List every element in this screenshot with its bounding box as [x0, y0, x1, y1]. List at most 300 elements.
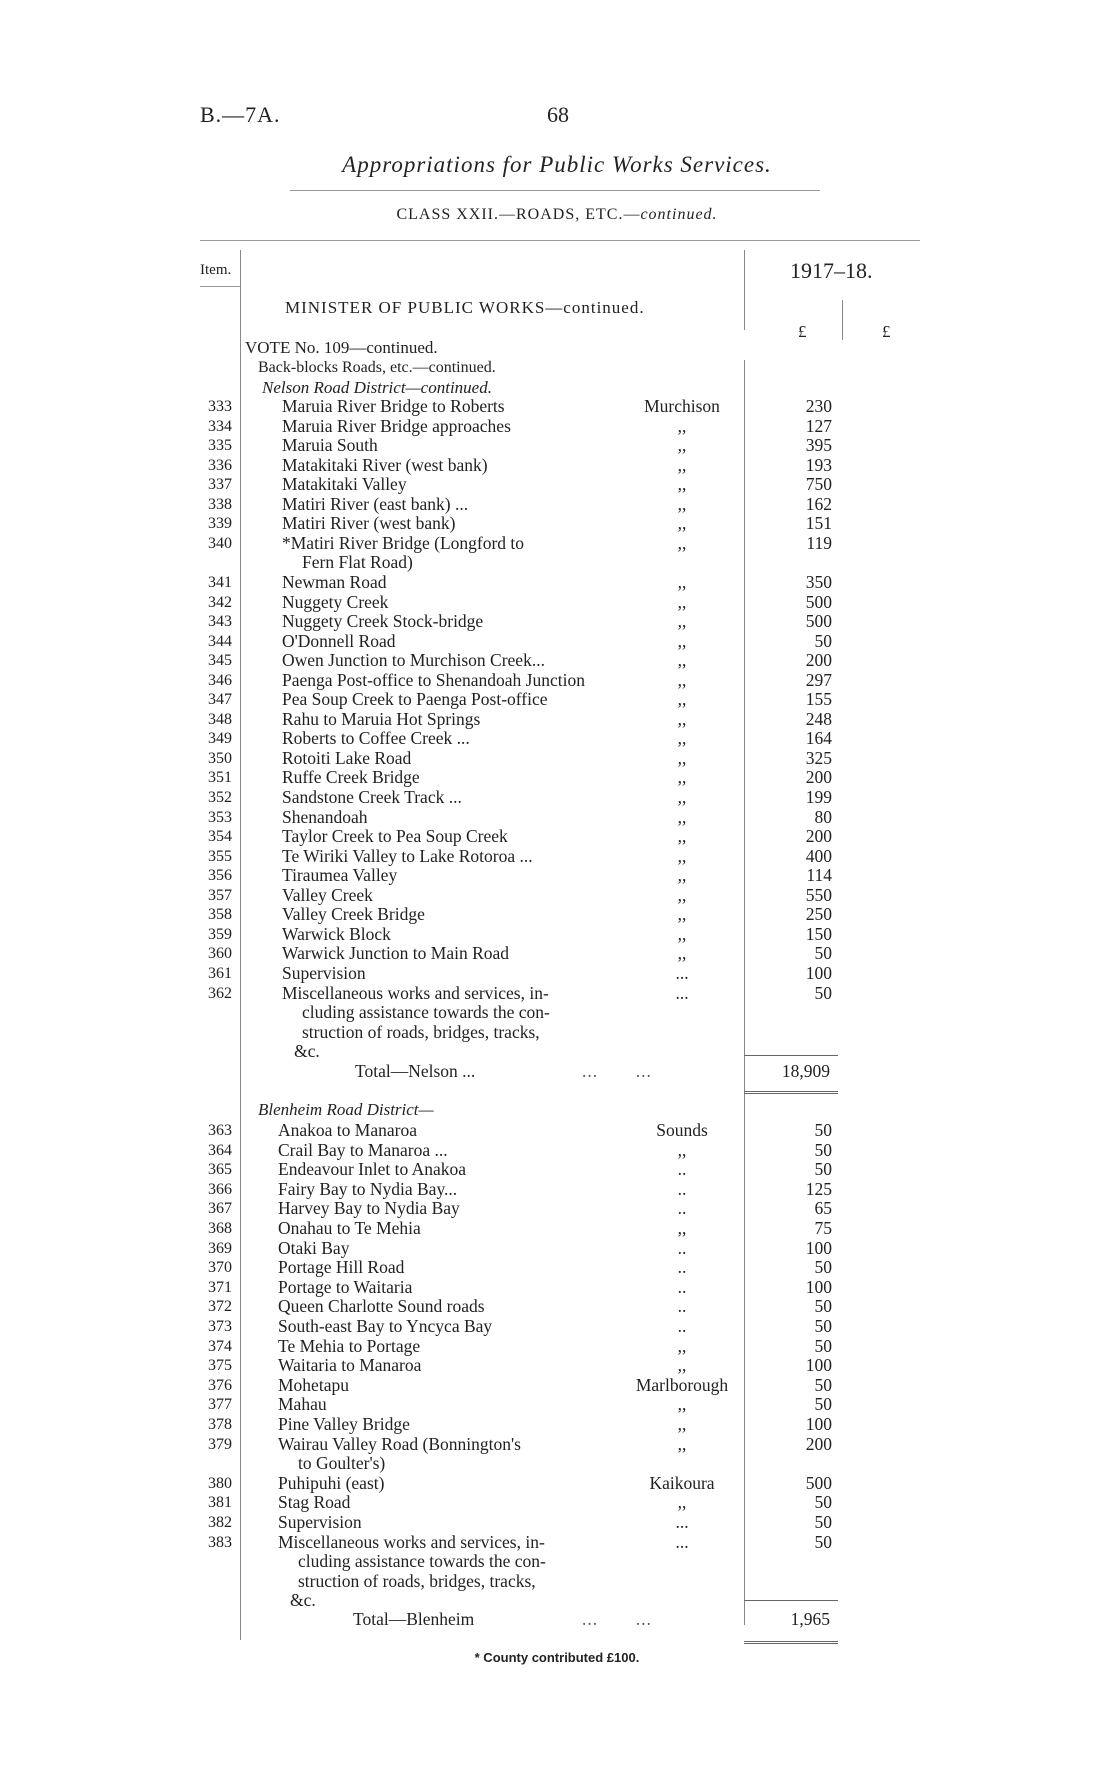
item-description: Pea Soup Creek to Paenga Post-office [282, 689, 548, 710]
county-name: .. [677, 1316, 687, 1336]
table-row [0, 495, 1114, 514]
item-description: South-east Bay to Yncyca Bay [278, 1316, 493, 1336]
county-name: ,, [677, 747, 687, 768]
amount-value: 200 [805, 826, 832, 847]
amount-value: 248 [805, 708, 832, 729]
item-description: Shenandoah [282, 806, 368, 827]
item-description: Supervision [278, 1512, 362, 1532]
subtitle-continued: continued. [640, 206, 718, 223]
backblocks-heading: Back-blocks Roads, etc.—continued. [258, 359, 496, 376]
table-row [0, 1337, 1114, 1356]
item-number: 353 [208, 808, 232, 826]
item-number: 354 [208, 828, 232, 846]
amount-value: 114 [806, 865, 832, 886]
county-name: ,, [677, 435, 687, 456]
amount-value: 50 [814, 1512, 832, 1532]
table-row [0, 1395, 1114, 1414]
table-row [0, 593, 1114, 612]
nelson-district-heading: Nelson Road District—continued. [262, 378, 492, 397]
county-name: ,, [677, 1335, 687, 1356]
item-description: Stag Road [278, 1492, 351, 1513]
item-description: Roberts to Coffee Creek ... [282, 728, 470, 749]
table-row [0, 1493, 1114, 1512]
table-top-rule [200, 240, 920, 241]
item-description: Otaki Bay [278, 1237, 350, 1258]
item-description: Anakoa to Manaroa [278, 1120, 417, 1140]
nelson-total-label: Total—Nelson ... [355, 1061, 476, 1081]
item-number: 345 [208, 652, 232, 670]
table-row [0, 1513, 1114, 1532]
item-description: Sandstone Creek Track ... [282, 787, 462, 807]
amount-value: 100 [805, 962, 832, 983]
item-description: Mohetapu [278, 1374, 349, 1395]
table-row [0, 397, 1114, 416]
item-description: Te Wiriki Valley to Lake Rotoroa ... [282, 845, 533, 866]
table-row [0, 768, 1114, 787]
item-description: Owen Junction to Murchison Creek... [282, 650, 545, 671]
blenheim-district-heading: Blenheim Road District— [258, 1100, 434, 1119]
item-number: 334 [208, 417, 232, 435]
item-number: 373 [208, 1318, 232, 1335]
county-name: ,, [677, 571, 687, 592]
amount-value: 100 [805, 1237, 832, 1258]
item-description: Puhipuhi (east) [278, 1472, 385, 1493]
county-name: ,, [677, 493, 687, 514]
table-row [0, 534, 1114, 553]
item-description: Maruia River Bridge to Roberts [282, 396, 505, 416]
county-name: ,, [677, 474, 687, 495]
table-row [0, 1160, 1114, 1179]
leader-dots: ... ... [582, 1609, 652, 1629]
item-number: 359 [208, 925, 232, 943]
amount-value: 200 [805, 767, 832, 788]
county-name: ,, [677, 454, 687, 475]
item-description: Nuggety Creek Stock-bridge [282, 611, 484, 632]
table-row [0, 788, 1114, 807]
amount-value: 50 [814, 943, 832, 964]
item-number: 342 [208, 593, 232, 611]
table-row [0, 749, 1114, 768]
amount-value: 125 [805, 1178, 832, 1199]
table-row [0, 417, 1114, 436]
table-row [0, 710, 1114, 729]
table-row [0, 1180, 1114, 1199]
item-number: 335 [208, 437, 232, 455]
blenheim-total-label: Total—Blenheim [353, 1609, 475, 1629]
page-number: 68 [547, 102, 569, 127]
item-number: 344 [208, 632, 232, 650]
amount-value: 155 [805, 689, 832, 710]
item-description: O'Donnell Road [282, 630, 396, 651]
item-description: Matakitaki Valley [282, 474, 407, 495]
county-name: .. [677, 1257, 687, 1278]
item-number: 349 [208, 730, 232, 748]
item-number: 340 [208, 534, 232, 552]
table-row [0, 1141, 1114, 1160]
item-description: Tiraumea Valley [282, 865, 398, 886]
class-subtitle [0, 206, 1114, 224]
item-number: 351 [208, 769, 232, 787]
amount-value: 164 [805, 728, 832, 749]
amount-value: 199 [805, 787, 832, 807]
amount-value: 75 [814, 1218, 832, 1238]
table-row [0, 827, 1114, 846]
table-row [0, 456, 1114, 475]
item-number: 350 [208, 749, 232, 767]
county-name: .. [677, 1237, 687, 1258]
table-row [0, 1297, 1114, 1316]
county-name: ,, [677, 591, 687, 612]
table-row [0, 436, 1114, 455]
item-description: Onahau to Te Mehia [278, 1218, 421, 1238]
table-row [0, 847, 1114, 866]
item-number: 364 [208, 1141, 232, 1159]
table-row [0, 944, 1114, 963]
county-name: ,, [677, 630, 687, 651]
footnote: * County contributed £100. [474, 1650, 640, 1665]
nelson-total-box [744, 1055, 838, 1094]
amount-value: 50 [814, 982, 832, 1003]
table-row [0, 1474, 1114, 1493]
county-name: Murchison [644, 396, 720, 416]
county-name: ,, [677, 826, 687, 847]
table-row [0, 690, 1114, 709]
county-name: ,, [677, 943, 687, 964]
county-name: .. [677, 1296, 687, 1317]
item-description: Te Mehia to Portage [278, 1335, 421, 1356]
table-row-continuation [0, 1023, 1114, 1042]
county-name: ,, [677, 689, 687, 710]
amount-value: 100 [805, 1414, 832, 1434]
table-row [0, 1199, 1114, 1218]
table-row [0, 1278, 1114, 1297]
county-name: ,, [677, 1414, 687, 1434]
county-name: ,, [677, 865, 687, 886]
table-row [0, 1239, 1114, 1258]
item-description-continuation: &c. [290, 1590, 316, 1611]
table-row [0, 984, 1114, 1003]
table-row [0, 651, 1114, 670]
item-number: 339 [208, 515, 232, 533]
item-number: 347 [208, 691, 232, 709]
table-row [0, 964, 1114, 983]
item-number: 376 [208, 1376, 232, 1394]
year-column-divider [744, 250, 745, 330]
item-number: 365 [208, 1161, 232, 1179]
table-row [0, 1415, 1114, 1434]
county-name: ... [675, 982, 689, 1003]
item-description-continuation: struction of roads, bridges, tracks, [298, 1570, 536, 1591]
table-row [0, 671, 1114, 690]
county-name: ,, [677, 650, 687, 671]
item-number: 360 [208, 945, 232, 963]
amount-value: 200 [805, 1433, 832, 1454]
item-number: 358 [208, 906, 232, 924]
report-reference: B.—7A. [200, 102, 281, 127]
county-name: ... [675, 1512, 689, 1532]
table-row [0, 1219, 1114, 1238]
amount-value: 50 [814, 1335, 832, 1356]
item-description: Warwick Junction to Main Road [282, 943, 510, 964]
item-description: Maruia River Bridge approaches [282, 415, 511, 436]
table-row-continuation [0, 553, 1114, 572]
item-description: Matiri River (east bank) ... [282, 493, 469, 514]
county-name: ,, [677, 1218, 687, 1238]
table-row [0, 632, 1114, 651]
table-row [0, 1376, 1114, 1395]
amount-value: 150 [805, 923, 832, 944]
item-description: Ruffe Creek Bridge [282, 767, 420, 788]
item-description-continuation: cluding assistance towards the con- [298, 1551, 546, 1572]
item-number: 361 [208, 964, 232, 982]
item-number: 368 [208, 1220, 232, 1237]
item-number: 369 [208, 1239, 232, 1257]
amount-value: 500 [805, 1472, 832, 1493]
item-description: Queen Charlotte Sound roads [278, 1296, 485, 1317]
nelson-total-row [0, 1062, 1114, 1081]
county-name: ,, [677, 708, 687, 729]
county-name: ... [675, 962, 689, 983]
item-number: 366 [208, 1180, 232, 1198]
amount-value: 50 [814, 1296, 832, 1317]
amount-value: 100 [805, 1355, 832, 1376]
county-name: .. [677, 1159, 687, 1180]
item-description: Rotoiti Lake Road [282, 747, 412, 768]
amount-value: 50 [814, 1394, 832, 1415]
item-description: Harvey Bay to Nydia Bay [278, 1198, 460, 1219]
item-number: 372 [208, 1298, 232, 1316]
table-row [0, 1435, 1114, 1454]
item-number: 379 [208, 1435, 232, 1453]
item-description-continuation: &c. [294, 1041, 320, 1062]
table-row [0, 612, 1114, 631]
amount-value: 230 [805, 396, 832, 416]
table-row-continuation [0, 1042, 1114, 1061]
item-number: 348 [208, 710, 232, 728]
item-number: 338 [208, 495, 232, 513]
table-row [0, 808, 1114, 827]
second-amount-divider [842, 300, 843, 340]
county-name: ,, [677, 1433, 687, 1454]
county-name: ,, [677, 1355, 687, 1376]
leader-dots: ... ... [582, 1061, 652, 1081]
table-row-continuation [0, 1572, 1114, 1591]
item-column-header: Item. [200, 262, 232, 278]
table-row [0, 886, 1114, 905]
amount-value: 50 [814, 1316, 832, 1336]
item-number: 352 [208, 789, 232, 806]
table-row [0, 1121, 1114, 1140]
county-name: .. [677, 1198, 687, 1219]
title-divider [290, 190, 820, 191]
table-row [0, 1533, 1114, 1552]
item-number: 356 [208, 867, 232, 885]
county-name: ,, [677, 904, 687, 925]
item-description: Maruia South [282, 435, 378, 456]
county-name: ,, [677, 1394, 687, 1415]
item-number: 370 [208, 1259, 232, 1277]
amount-value: 50 [814, 1159, 832, 1180]
currency-symbol: £ [882, 322, 891, 341]
item-number: 377 [208, 1396, 232, 1414]
amount-value: 325 [805, 747, 832, 768]
item-description: Paenga Post-office to Shenandoah Junction [282, 669, 585, 690]
item-description: Pine Valley Bridge [278, 1414, 410, 1434]
item-description: Taylor Creek to Pea Soup Creek [282, 826, 508, 847]
county-name: Kaikoura [649, 1472, 715, 1493]
county-name: ,, [677, 513, 687, 534]
table-row [0, 475, 1114, 494]
table-row-continuation [0, 1454, 1114, 1473]
county-name: ,, [677, 845, 687, 866]
item-description: Waitaria to Manaroa [278, 1355, 422, 1376]
county-name: ,, [677, 1492, 687, 1513]
item-number: 346 [208, 671, 232, 689]
table-row [0, 573, 1114, 592]
table-row [0, 1356, 1114, 1375]
item-description: Valley Creek [282, 884, 373, 905]
item-number: 343 [208, 613, 232, 631]
item-description: Portage to Waitaria [278, 1276, 413, 1297]
item-number: 378 [208, 1416, 232, 1433]
amount-value: 550 [805, 884, 832, 905]
county-name: Sounds [656, 1120, 708, 1140]
county-name: ,, [677, 532, 687, 553]
county-name: ,, [677, 669, 687, 690]
amount-value: 50 [814, 1374, 832, 1395]
county-name: .. [677, 1178, 687, 1199]
amount-value: 350 [805, 571, 832, 592]
item-number: 362 [208, 984, 232, 1002]
item-description: Matakitaki River (west bank) [282, 454, 488, 475]
amount-value: 50 [814, 1492, 832, 1513]
amount-value: 50 [814, 1120, 832, 1140]
amount-value: 750 [805, 474, 832, 495]
amount-value: 162 [805, 493, 832, 514]
item-number: 355 [208, 847, 232, 865]
table-row [0, 514, 1114, 533]
amount-value: 250 [805, 904, 832, 925]
table-row [0, 905, 1114, 924]
amount-value: 500 [805, 591, 832, 612]
item-description: Portage Hill Road [278, 1257, 405, 1278]
item-number: 367 [208, 1200, 232, 1218]
item-description: Mahau [278, 1394, 327, 1415]
item-description: Miscellaneous works and services, in- [282, 982, 549, 1003]
county-name: ,, [677, 1139, 687, 1160]
table-row-continuation [0, 1003, 1114, 1022]
item-description: Wairau Valley Road (Bonnington's [278, 1433, 521, 1454]
item-description: Rahu to Maruia Hot Springs [282, 708, 481, 729]
item-description-continuation: struction of roads, bridges, tracks, [302, 1021, 540, 1042]
county-name: ,, [677, 728, 687, 749]
item-number: 337 [208, 476, 232, 494]
item-description: Fairy Bay to Nydia Bay... [278, 1178, 458, 1199]
item-description: Nuggety Creek [282, 591, 389, 612]
item-description-continuation: Fern Flat Road) [302, 552, 413, 573]
ministry-heading: MINISTER OF PUBLIC WORKS—continued. [285, 298, 645, 317]
county-name: .. [677, 1276, 687, 1297]
county-name: Marlborough [635, 1374, 729, 1395]
table-row [0, 866, 1114, 885]
item-description: *Matiri River Bridge (Longford to [282, 532, 525, 553]
county-name: ,, [677, 767, 687, 788]
amount-value: 395 [805, 435, 832, 456]
page-title: Appropriations for Public Works Services. [342, 152, 772, 177]
item-description: Endeavour Inlet to Anakoa [278, 1159, 467, 1180]
item-number: 341 [208, 573, 232, 591]
item-description: Miscellaneous works and services, in- [278, 1531, 545, 1552]
blenheim-total-row [0, 1610, 1114, 1629]
amount-value: 119 [806, 532, 832, 553]
county-name: ,, [677, 415, 687, 436]
currency-symbol: £ [798, 322, 807, 341]
year-column-header: 1917–18. [790, 258, 873, 283]
item-number: 374 [208, 1337, 232, 1355]
item-number: 380 [208, 1474, 232, 1492]
amount-value: 80 [814, 806, 832, 827]
county-name: ,, [677, 611, 687, 632]
subtitle-main: CLASS XXII.—ROADS, ETC.— [396, 206, 641, 223]
table-row [0, 1317, 1114, 1336]
county-name: ,, [677, 923, 687, 944]
item-description-continuation: to Goulter's) [298, 1453, 386, 1474]
county-name: ,, [677, 806, 687, 827]
item-number: 371 [208, 1278, 232, 1296]
amount-value: 400 [805, 845, 832, 866]
amount-value: 50 [814, 1531, 832, 1552]
amount-value: 50 [814, 1257, 832, 1278]
item-description: Newman Road [282, 571, 387, 592]
item-description: Valley Creek Bridge [282, 904, 425, 925]
item-number: 363 [208, 1122, 232, 1139]
blenheim-total-box [744, 1600, 838, 1644]
item-description: Supervision [282, 962, 366, 983]
item-description: Crail Bay to Manaroa ... [278, 1139, 448, 1160]
nelson-total-amount: 18,909 [781, 1061, 830, 1081]
county-name: ... [675, 1531, 689, 1552]
amount-value: 50 [814, 1139, 832, 1160]
amount-value: 193 [805, 454, 832, 475]
table-row-continuation [0, 1591, 1114, 1610]
table-row [0, 1258, 1114, 1277]
amount-value: 65 [814, 1198, 832, 1219]
item-header-rule [200, 286, 240, 287]
amount-value: 50 [814, 630, 832, 651]
amount-value: 297 [805, 669, 832, 690]
amount-value: 200 [805, 650, 832, 671]
table-row [0, 729, 1114, 748]
table-row [0, 925, 1114, 944]
item-description: Warwick Block [282, 923, 391, 944]
blenheim-total-amount: 1,965 [790, 1609, 830, 1629]
item-number: 357 [208, 886, 232, 904]
item-number: 333 [208, 398, 232, 415]
amount-value: 100 [805, 1276, 832, 1297]
county-name: ,, [677, 787, 687, 807]
amount-value: 500 [805, 611, 832, 632]
amount-value: 127 [805, 415, 832, 436]
item-description: Matiri River (west bank) [282, 513, 456, 534]
item-number: 381 [208, 1494, 232, 1512]
table-row-continuation [0, 1552, 1114, 1571]
item-number: 336 [208, 456, 232, 474]
amount-value: 151 [805, 513, 832, 534]
item-description-continuation: cluding assistance towards the con- [302, 1002, 550, 1023]
vote-heading: VOTE No. 109—continued. [245, 338, 438, 357]
item-number: 375 [208, 1357, 232, 1375]
item-number: 382 [208, 1514, 232, 1531]
